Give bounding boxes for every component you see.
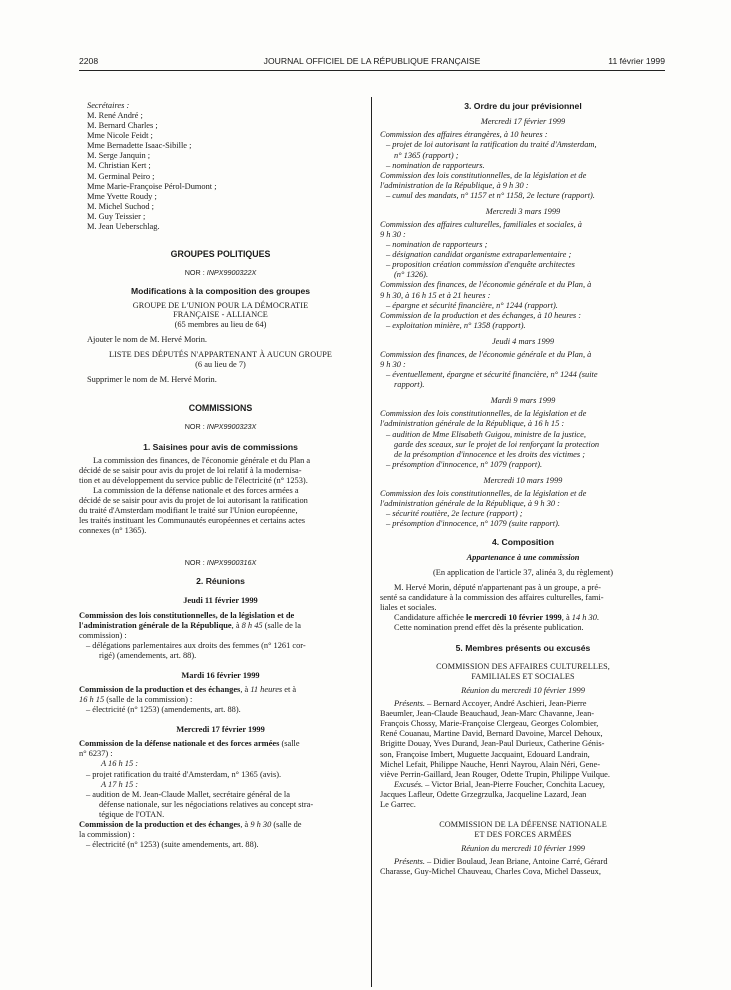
ordre-line: n° 1365 (rapport) ; bbox=[394, 150, 459, 160]
jeudi11-item-l2: rigé) (amendements, art. 88). bbox=[99, 650, 197, 660]
ordre-line: – nomination de rapporteurs. bbox=[386, 160, 485, 170]
ordre-line: – audition de Mme Elisabeth Guigou, ministre de la justice, bbox=[386, 429, 586, 439]
secretaire-item: Mme Marie-Françoise Pérol-Dumont ; bbox=[87, 181, 217, 191]
ordre-line: garde des sceaux, sur le projet de loi renforçant la protection bbox=[394, 439, 600, 449]
day-mardi-16: Mardi 16 février 1999 bbox=[181, 670, 260, 680]
comm2-name-l1: COMMISSION DE LA DÉFENSE NATIONALE bbox=[439, 820, 607, 829]
secretaires-label: Secrétaires : bbox=[87, 101, 130, 110]
group1-name-l1: GROUPE DE L'UNION POUR LA DÉMOCRATIE bbox=[132, 300, 309, 310]
composition-paragraph-1 bbox=[380, 583, 666, 613]
journal-title: JOURNAL OFFICIEL DE LA RÉPUBLIQUE FRANÇAISE bbox=[263, 56, 481, 66]
jeudi11-item-l1: – délégations parlementaires aux droits des femmes (n° 1261 cor- bbox=[86, 640, 306, 650]
group1-action: Ajouter le nom de M. Hervé Morin. bbox=[87, 335, 208, 345]
ordre-line: l'administration générale de la République, à 9 h 30 : bbox=[380, 498, 560, 508]
commissions-title: COMMISSIONS bbox=[188, 403, 253, 414]
ordre-day-heading: Mercredi 17 février 1999 bbox=[480, 117, 566, 127]
left-column bbox=[79, 101, 362, 850]
day-mercredi-17: Mercredi 17 février 1999 bbox=[176, 725, 265, 735]
ordre-line: – nomination de rapporteurs ; bbox=[386, 240, 488, 250]
saisines-paragraph-1 bbox=[79, 456, 362, 486]
ordre-line: – désignation candidat organisme extraparlementaire ; bbox=[386, 250, 572, 260]
excuses-line: Le Garrec. bbox=[380, 799, 416, 809]
ordre-day-heading: Mardi 9 mars 1999 bbox=[490, 396, 556, 406]
presents-line: Baeumler, Jean-Claude Beauchaud, Jean-Marc Chavanne, Jean- bbox=[380, 709, 595, 719]
composition-note: (En application de l'article 37, alinéa 3, du règlement) bbox=[432, 567, 614, 577]
composition-title: 4. Composition bbox=[491, 537, 555, 548]
jeudi11-commission-l2: l'administration générale de la République, à 8 h 45 (salle de la bbox=[79, 620, 301, 630]
secretaire-item: Mme Nicole Feidt ; bbox=[87, 131, 153, 141]
ordre-line: – éventuellement, épargne et sécurité financière, n° 1244 (suite bbox=[386, 370, 598, 380]
presents-line: Présents. – Didier Boulaud, Jean Briane, Antoine Carré, Gérard bbox=[394, 856, 608, 866]
ordre-line: Commission de la production et des échanges, à 10 heures : bbox=[380, 310, 582, 320]
right-column bbox=[380, 101, 666, 877]
secretaire-item: M. Germinal Peiro ; bbox=[87, 171, 155, 181]
mer17-commission2-l1: Commission de la production et des échanges, à 9 h 30 (salle de bbox=[79, 819, 302, 829]
secretaire-item: M. Michel Suchod ; bbox=[87, 201, 154, 211]
group1-count: (65 membres au lieu de 64) bbox=[174, 320, 267, 330]
composition-paragraph-3: Cette nomination prend effet dès la présente publication. bbox=[394, 622, 584, 632]
ordre-line: – sécurité routière, 2e lecture (rapport) ; bbox=[386, 509, 523, 519]
mer17-time-1: A 16 h 15 : bbox=[101, 759, 139, 769]
composition-subtitle: Appartenance à une commission bbox=[466, 552, 580, 562]
ordre-line: – projet de loi autorisant la ratification du traité d'Amsterdam, bbox=[386, 140, 597, 150]
comm2-reunion: Réunion du mercredi 10 février 1999 bbox=[461, 843, 585, 853]
ordre-line: Commission des lois constitutionnelles, de la législation et de bbox=[380, 409, 587, 419]
secretaires-list bbox=[79, 111, 362, 232]
mer17-commission-l1: Commission de la défense nationale et des forces armées (salle bbox=[79, 739, 300, 749]
composition-section bbox=[380, 537, 666, 633]
ordre-line: – présomption d'innocence, n° 1079 (rapport). bbox=[386, 459, 543, 469]
ordre-day-heading: Mercredi 10 mars 1999 bbox=[483, 475, 563, 485]
ordre-line: – cumul des mandats, n° 1157 et n° 1158, 2e lecture (rapport). bbox=[386, 190, 595, 200]
mardi16-commission-l2: 16 h 15 (salle de la commission) : bbox=[79, 695, 193, 705]
groupes-subtitle: Modifications à la composition des groupes bbox=[130, 286, 311, 297]
ordre-line: Commission des lois constitutionnelles, de la législation et de bbox=[380, 488, 587, 498]
mer17-commission2-item: – électricité (n° 1253) (suite amendements, art. 88). bbox=[86, 840, 259, 850]
ordre-line: – épargne et sécurité financière, n° 1244 (rapport). bbox=[386, 300, 558, 310]
comm2-name-l2: ET DES FORCES ARMÉES bbox=[474, 829, 572, 839]
groupes-section bbox=[79, 249, 362, 385]
ordre-line: 9 h 30 : bbox=[380, 230, 406, 240]
secretaire-item: M. Christian Kert ; bbox=[87, 161, 151, 171]
jeudi11-commission-l1: Commission des lois constitutionnelles, de la législation et de bbox=[79, 610, 295, 620]
group1-name-l2: FRANÇAISE - ALLIANCE bbox=[173, 310, 268, 320]
ordre-line: l'administration de la République, à 9 h 30 : bbox=[380, 180, 529, 190]
saisines-line: du traité d'Amsterdam modifiant le traité sur l'Union européenne, bbox=[79, 506, 298, 516]
presents-line: son, Françoise Imbert, Muguette Jacquaint, Edouard Landrain, bbox=[380, 749, 590, 759]
secretaire-item: M. René André ; bbox=[87, 111, 143, 121]
ordre-title: 3. Ordre du jour prévisionnel bbox=[464, 101, 582, 111]
ordre-line: rapport). bbox=[394, 380, 425, 390]
header-rule bbox=[79, 70, 665, 71]
saisines-line: les traités instituant les Communautés européennes et certains actes bbox=[79, 516, 306, 526]
composition-line: senté sa candidature à la commission des affaires culturelles, fami- bbox=[380, 592, 604, 602]
mer17-commission-l2: n° 6237) : bbox=[79, 749, 113, 759]
header-date: 11 février 1999 bbox=[608, 56, 665, 66]
ordre-line: Commission des affaires culturelles, familiales et sociales, à bbox=[380, 220, 582, 230]
comm1-excuses bbox=[380, 780, 666, 810]
groupes-nor: NOR : INPX9900322X bbox=[184, 267, 257, 277]
ordre-line: – exploitation minière, n° 1358 (rapport). bbox=[386, 320, 526, 330]
composition-line: liales et sociales. bbox=[380, 602, 437, 612]
secretaires-block bbox=[79, 101, 362, 232]
excuses-line: Jacques Lafleur, Odette Grzegrzulka, Jacqueline Lazard, Jean bbox=[380, 789, 587, 799]
comm1-presents bbox=[380, 699, 666, 780]
group2-count: (6 au lieu de 7) bbox=[195, 360, 246, 370]
presents-line: François Chossy, Marie-Françoise Clergeau, Georges Colombier, bbox=[380, 719, 599, 729]
membres-title: 5. Membres présents ou excusés bbox=[455, 643, 591, 654]
page-number: 2208 bbox=[79, 56, 99, 66]
groupes-title: GROUPES POLITIQUES bbox=[170, 249, 271, 260]
comm1-name-l2: FAMILIALES ET SOCIALES bbox=[471, 672, 575, 682]
mer17-item-2-l2: défense nationale, sur les négociations relatives au concept stra- bbox=[99, 799, 314, 809]
saisines-line: décidé de se saisir pour avis du projet de loi relatif à la modernisa- bbox=[79, 465, 302, 475]
membres-section bbox=[380, 643, 666, 877]
presents-line: viève Perrin-Gaillard, Jean Rouger, Odette Trupin, Philippe Vuilque. bbox=[380, 769, 610, 779]
composition-line: M. Hervé Morin, député n'appartenant pas à un groupe, a pré- bbox=[394, 582, 601, 592]
ordre-day-heading: Mercredi 3 mars 1999 bbox=[485, 206, 561, 216]
mer17-item-2-l3: tégique de l'OTAN. bbox=[99, 809, 165, 819]
excuses-line: Excusés. – Victor Brial, Jean-Pierre Foucher, Conchita Lacuey, bbox=[394, 779, 605, 789]
mer17-item-1: – projet ratification du traité d'Amsterdam, n° 1365 (avis). bbox=[86, 769, 282, 779]
mer17-time-2: A 17 h 15 : bbox=[101, 779, 139, 789]
ordre-day-heading: Jeudi 4 mars 1999 bbox=[491, 336, 555, 346]
ordre-line: 9 h 30 : bbox=[380, 360, 406, 370]
presents-line: Brigitte Douay, Yves Durand, Jean-Paul Durieux, Catherine Génis- bbox=[380, 739, 605, 749]
ordre-line: – présomption d'innocence, n° 1079 (suite rapport). bbox=[386, 519, 561, 529]
commissions-nor: NOR : INPX9900323X bbox=[184, 421, 257, 431]
mardi16-commission-l1: Commission de la production et des échanges, à 11 heures et à bbox=[79, 684, 297, 694]
group2-action: Supprimer le nom de M. Hervé Morin. bbox=[87, 375, 217, 385]
ordre-line: 9 h 30, à 16 h 15 et à 21 heures : bbox=[380, 290, 491, 300]
reunions-nor: NOR : INPX9900316X bbox=[184, 558, 257, 568]
ordre-line: – proposition création commission d'enquête architectes bbox=[386, 260, 575, 270]
group2-name: LISTE DES DÉPUTÉS N'APPARTENANT À AUCUN GROUPE bbox=[108, 350, 333, 360]
presents-line: Michel Lefait, Philippe Nauche, Henri Nayrou, Alain Néri, Gene- bbox=[380, 759, 601, 769]
presents-line: Présents. – Bernard Accoyer, André Aschieri, Jean-Pierre bbox=[394, 699, 587, 709]
ordre-line: (n° 1326). bbox=[394, 270, 429, 280]
comm1-name-l1: COMMISSION DES AFFAIRES CULTURELLES, bbox=[436, 662, 610, 672]
saisines-line: La commission des finances, de l'économie générale et du Plan a bbox=[93, 455, 311, 465]
ordre-line: Commission des affaires étrangères, à 10 heures : bbox=[380, 130, 548, 140]
secretaire-item: Mme Bernadette Isaac-Sibille ; bbox=[87, 141, 192, 151]
presents-line: Charasse, Guy-Michel Chauveau, Charles Cova, Michel Dasseux, bbox=[380, 866, 601, 876]
ordre-line: de la présomption d'innocence et les droits des victimes ; bbox=[394, 449, 586, 459]
commissions-section bbox=[79, 403, 362, 850]
mer17-item-2-l1: – audition de M. Jean-Claude Mallet, secrétaire général de la bbox=[86, 789, 290, 799]
composition-paragraph-2: Candidature affichée le mercredi 10 février 1999, à 14 h 30. bbox=[394, 612, 599, 622]
column-divider bbox=[371, 97, 372, 987]
saisines-paragraph-2 bbox=[79, 486, 362, 536]
comm2-presents bbox=[380, 857, 666, 877]
ordre-line: Commission des lois constitutionnelles, de la législation et de bbox=[380, 170, 587, 180]
secretaire-item: M. Bernard Charles ; bbox=[87, 121, 158, 131]
saisines-line: décidé de se saisir pour avis du projet de loi autorisant la ratification bbox=[79, 496, 308, 506]
secretaire-item: M. Serge Janquin ; bbox=[87, 151, 151, 161]
ordre-du-jour bbox=[380, 117, 666, 529]
saisines-title: 1. Saisines pour avis de commissions bbox=[143, 441, 298, 452]
secretaire-item: Mme Yvette Roudy ; bbox=[87, 191, 157, 201]
ordre-line: Commission des finances, de l'économie générale et du Plan, à bbox=[380, 349, 592, 359]
secretaire-item: M. Guy Teissier ; bbox=[87, 211, 146, 221]
presents-line: René Couanau, Martine David, Bernard Davoine, Marcel Dehoux, bbox=[380, 729, 603, 739]
day-jeudi-11: Jeudi 11 février 1999 bbox=[183, 596, 258, 606]
saisines-line: La commission de la défense nationale et des forces armées a bbox=[93, 486, 299, 496]
ordre-line: l'administration générale de la République, à 16 h 15 : bbox=[380, 419, 565, 429]
reunions-title: 2. Réunions bbox=[196, 576, 245, 587]
mer17-commission2-l2: la commission) : bbox=[79, 830, 135, 839]
secretaire-item: M. Jean Ueberschlag. bbox=[87, 221, 160, 231]
mardi16-item: – électricité (n° 1253) (amendements, art. 88). bbox=[86, 705, 241, 715]
saisines-line: tion et au développement du service public de l'électricité (n° 1253). bbox=[79, 476, 308, 486]
saisines-line: connexes (n° 1365). bbox=[79, 526, 147, 536]
jeudi11-commission-l3: commission) : bbox=[79, 630, 127, 640]
ordre-line: Commission des finances, de l'économie générale et du Plan, à bbox=[380, 280, 592, 290]
comm1-reunion: Réunion du mercredi 10 février 1999 bbox=[461, 686, 585, 696]
